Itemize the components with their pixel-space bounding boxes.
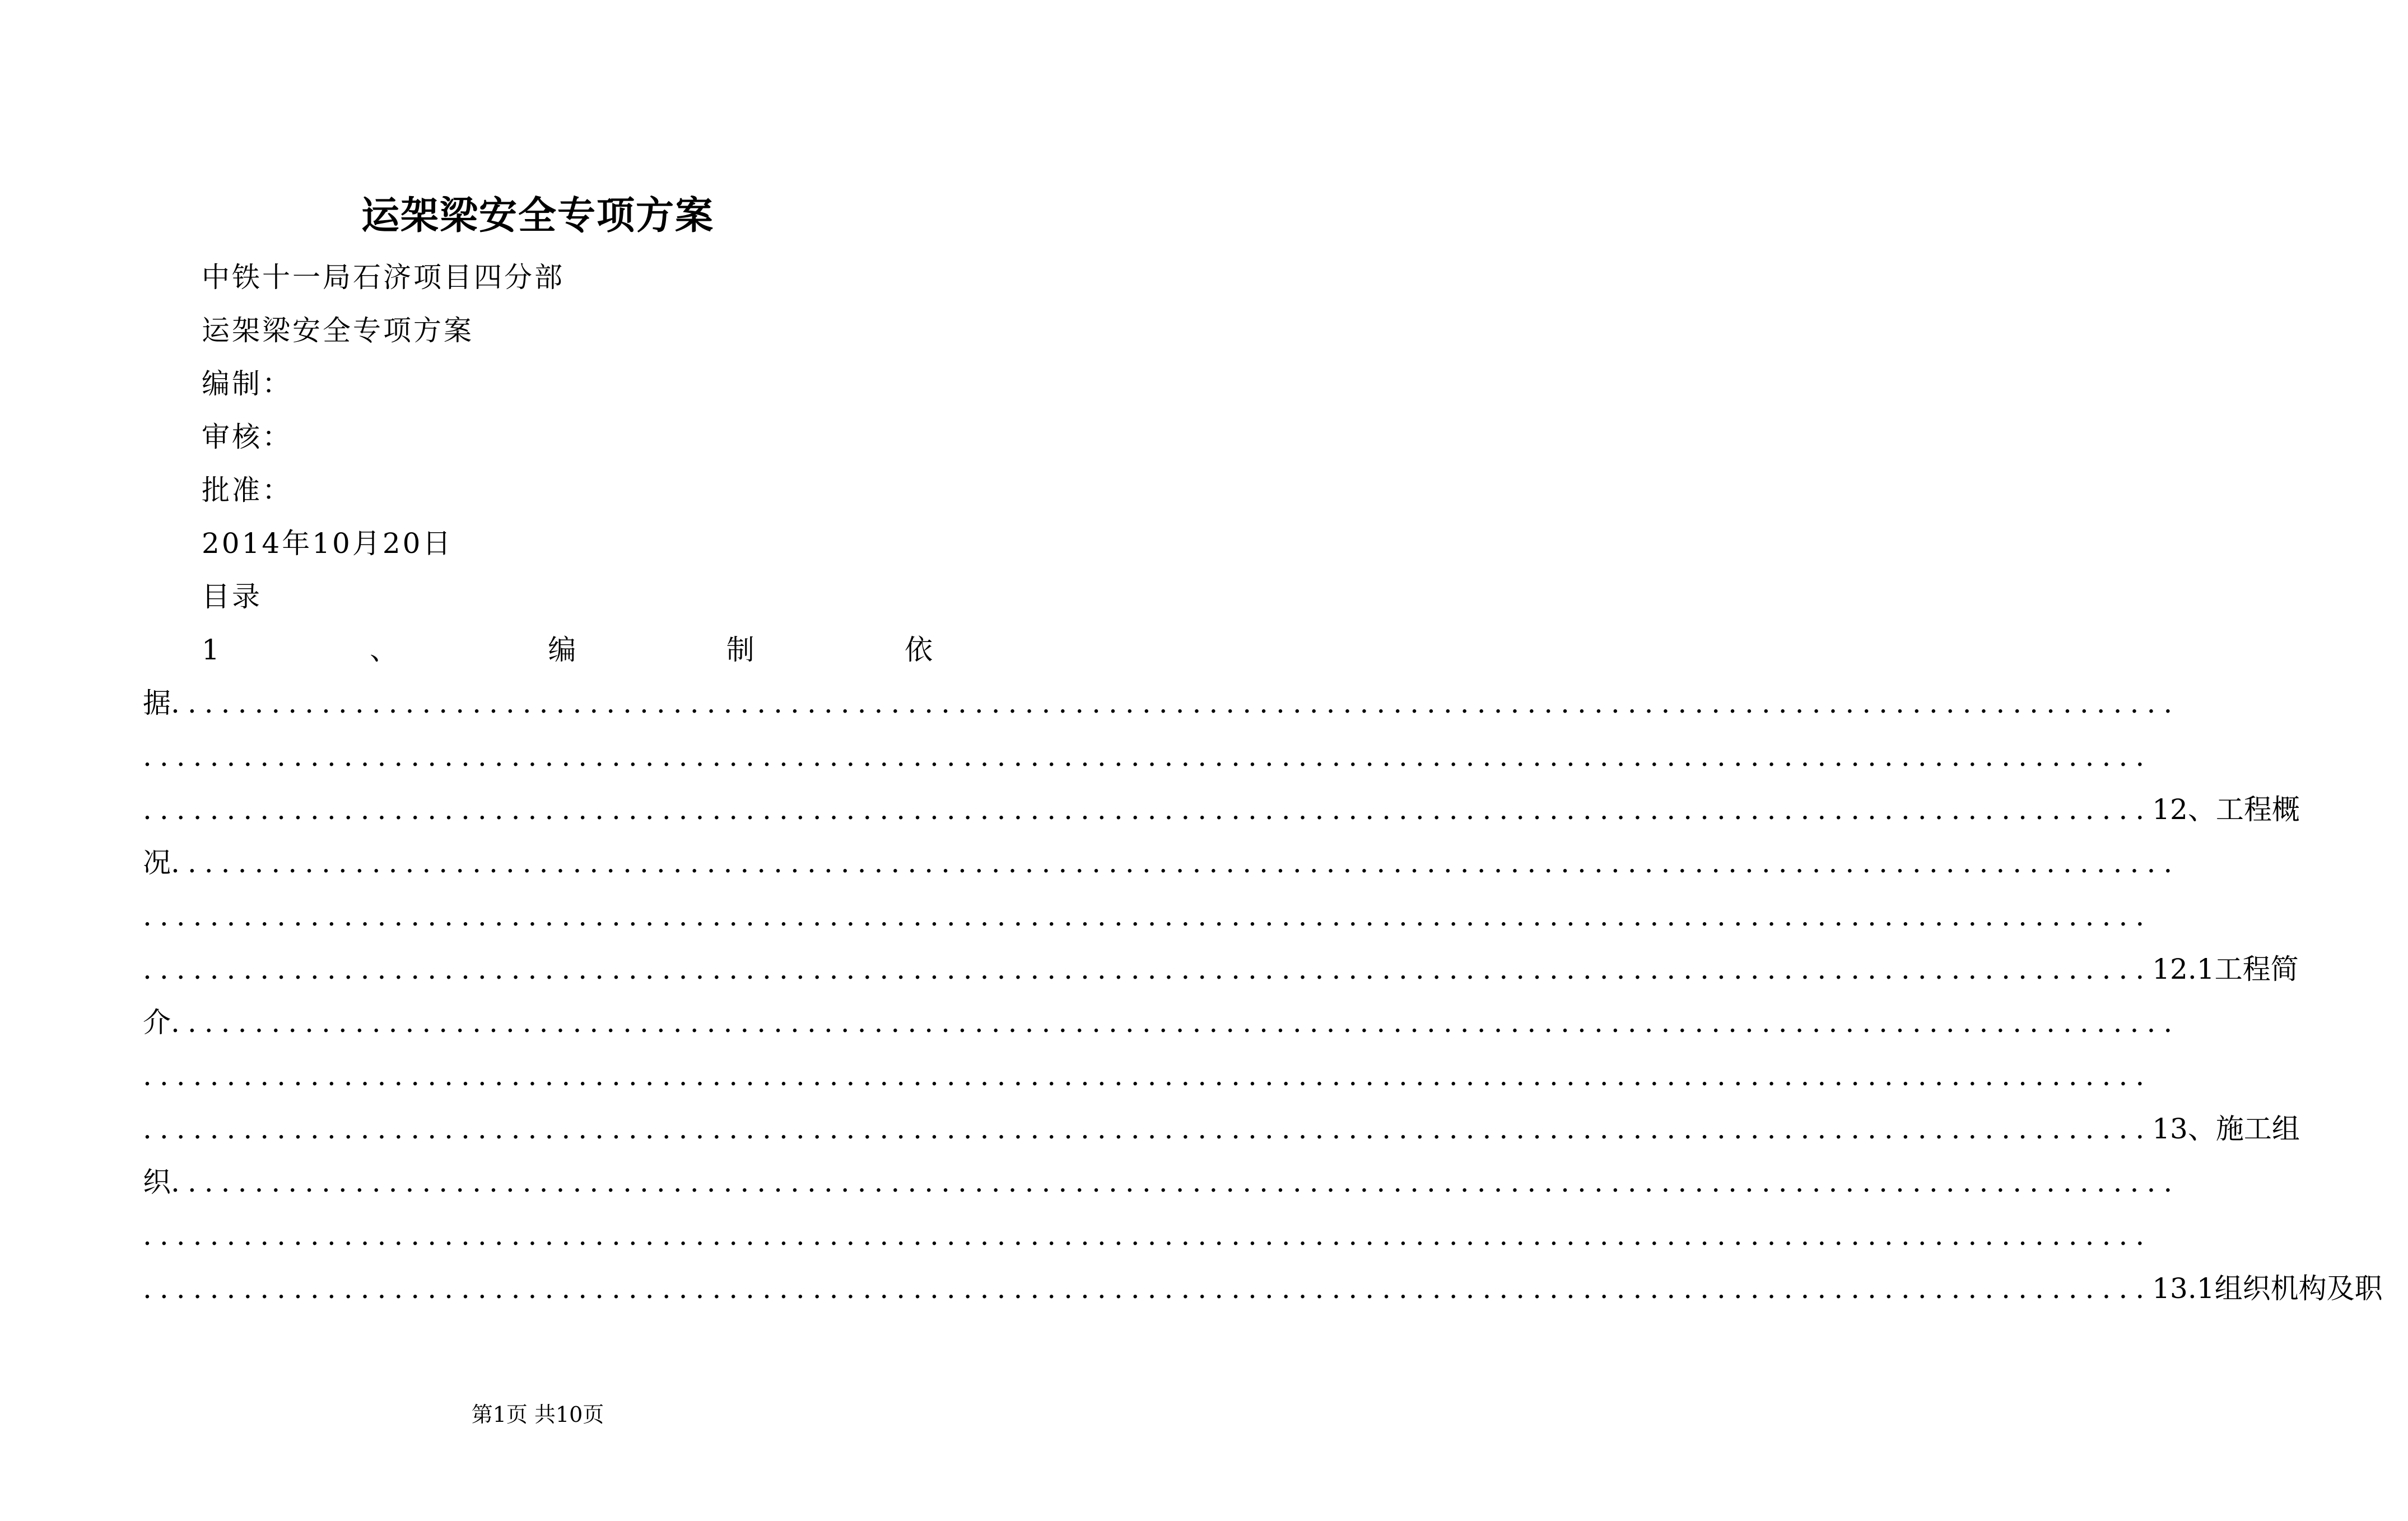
toc-text: 职 <box>2354 1272 2383 1305</box>
toc-text: 编 <box>548 634 576 666</box>
toc-text: 据 <box>143 687 171 719</box>
toc-text: 制 <box>726 634 754 666</box>
toc-dots: ........................................................................................................................ <box>143 1272 2153 1305</box>
toc-dots: ........................................................................................................................ <box>143 953 2153 985</box>
toc-text: 依 <box>905 634 933 666</box>
toc-dots: ........................................................................................................................ <box>143 1219 2153 1252</box>
prepared-by-label: 编制： <box>202 368 292 400</box>
toc-text: 工 <box>2215 793 2244 826</box>
toc-dots: ........................................................................................................................ <box>171 846 2181 879</box>
toc-dots: ........................................................................................................................ <box>143 793 2153 826</box>
toc-text: 介 <box>143 1006 171 1039</box>
toc-text: 概 <box>2271 793 2300 826</box>
toc-dots: ........................................................................................................................ <box>171 687 2181 719</box>
toc-row <box>143 1269 2383 1308</box>
toc-text: 工 <box>2214 953 2243 985</box>
toc-row <box>202 630 933 669</box>
date-line: 2014年10月20日 <box>202 527 453 560</box>
subtitle-line: 运架梁安全专项方案 <box>202 314 474 347</box>
document-title: 运架梁安全专项方案 <box>361 193 714 238</box>
organization-line: 中铁十一局石济项目四分部 <box>202 261 565 294</box>
page-footer: 第1页 共10页 <box>471 1402 604 1427</box>
toc-dots: ........................................................................................................................ <box>143 900 2153 932</box>
toc-text: 况 <box>143 846 171 879</box>
toc-text: 施 <box>2215 1113 2244 1145</box>
toc-row <box>143 1003 2181 1042</box>
toc-row <box>143 1109 2300 1148</box>
toc-text: 、 <box>2187 793 2216 826</box>
toc-text: 组 <box>2271 1113 2300 1145</box>
approved-by-label: 批准： <box>202 474 292 506</box>
reviewed-by-label: 审核： <box>202 421 292 453</box>
toc-dots: ........................................................................................................................ <box>171 1006 2181 1039</box>
toc-row <box>143 790 2300 829</box>
toc-text: 12.1 <box>2152 953 2215 985</box>
toc-text: 1 <box>202 634 220 666</box>
toc-text: 织 <box>143 1166 171 1198</box>
toc-text: 简 <box>2270 953 2299 985</box>
toc-text: 工 <box>2243 1113 2272 1145</box>
toc-text: 、 <box>2187 1113 2216 1145</box>
toc-text: 组 <box>2214 1272 2243 1305</box>
toc-heading: 目录 <box>202 580 262 613</box>
toc-text: 、 <box>370 634 398 666</box>
toc-text: 12 <box>2152 793 2188 826</box>
toc-text: 机 <box>2270 1272 2299 1305</box>
toc-text: 13 <box>2152 1113 2188 1145</box>
toc-text: 13.1 <box>2152 1272 2215 1305</box>
toc-dots: ........................................................................................................................ <box>143 1059 2153 1092</box>
toc-dots: ........................................................................................................................ <box>143 740 2153 773</box>
toc-row <box>143 843 2181 882</box>
toc-row <box>143 1162 2181 1202</box>
toc-dots: ........................................................................................................................ <box>171 1166 2181 1198</box>
toc-row <box>143 950 2299 989</box>
toc-text: 及 <box>2326 1272 2355 1305</box>
toc-text: 构 <box>2298 1272 2327 1305</box>
toc-text: 织 <box>2242 1272 2271 1305</box>
toc-text: 程 <box>2242 953 2271 985</box>
toc-row <box>143 683 2181 723</box>
toc-dots: ........................................................................................................................ <box>143 1113 2153 1145</box>
toc-text: 程 <box>2243 793 2272 826</box>
